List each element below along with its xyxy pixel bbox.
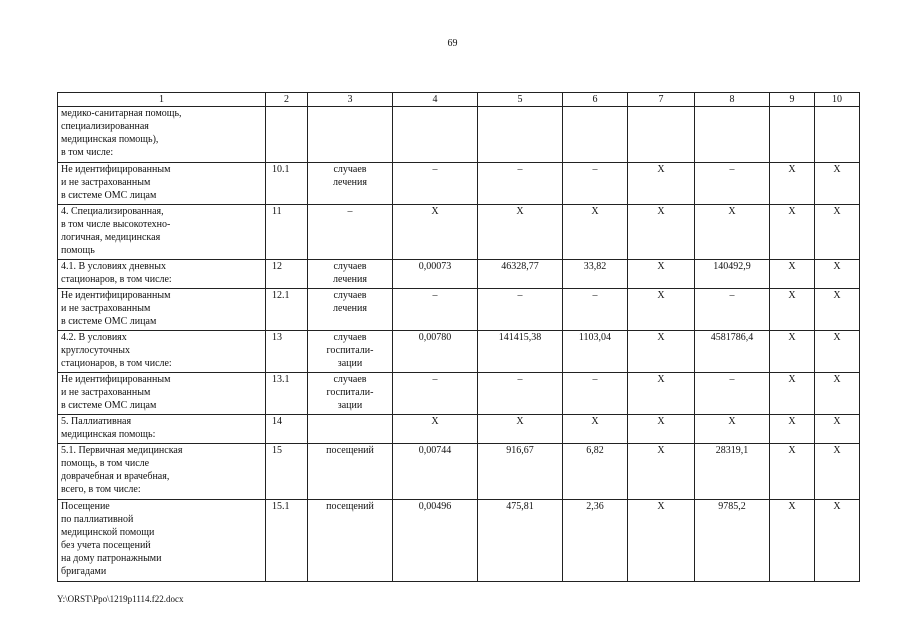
column-header: 5 [478, 93, 563, 107]
table-cell: Х [815, 444, 860, 500]
table-row [58, 331, 860, 373]
row-label: Не идентифицированным и не застрахованным в системе ОМС лицам [58, 289, 266, 331]
table-cell: Х [628, 500, 695, 582]
table-cell: Х [815, 500, 860, 582]
row-unit: случаев госпитали- зации [308, 331, 393, 373]
row-unit [308, 415, 393, 444]
row-unit: случаев лечения [308, 260, 393, 289]
table-cell: Х [770, 205, 815, 260]
column-header: 2 [266, 93, 308, 107]
table-cell: – [393, 163, 478, 205]
table-cell: Х [563, 415, 628, 444]
table-cell: Х [770, 444, 815, 500]
row-unit: случаев лечения [308, 289, 393, 331]
row-code [266, 107, 308, 163]
table-cell: 4581786,4 [695, 331, 770, 373]
table-cell: Х [628, 163, 695, 205]
table-cell: Х [770, 500, 815, 582]
table-cell [770, 107, 815, 163]
table-cell: Х [563, 205, 628, 260]
table-cell [695, 107, 770, 163]
table-cell: Х [815, 373, 860, 415]
table-cell: – [478, 163, 563, 205]
table-cell: 46328,77 [478, 260, 563, 289]
table-cell [393, 107, 478, 163]
table-cell: Х [770, 415, 815, 444]
row-code: 15.1 [266, 500, 308, 582]
table-cell: – [695, 289, 770, 331]
column-header: 8 [695, 93, 770, 107]
table-cell: Х [815, 205, 860, 260]
table-cell: Х [393, 415, 478, 444]
table-cell: – [393, 373, 478, 415]
table-cell: 0,00744 [393, 444, 478, 500]
row-label: 5.1. Первичная медицинская помощь, в том числе доврачебная и врачебная, всего, в том числе: [58, 444, 266, 500]
table-cell: Х [770, 331, 815, 373]
table-cell: Х [770, 373, 815, 415]
table-cell [815, 107, 860, 163]
table-row [58, 500, 860, 582]
table-cell: 1103,04 [563, 331, 628, 373]
row-unit: – [308, 205, 393, 260]
row-code: 11 [266, 205, 308, 260]
table-row [58, 289, 860, 331]
table-cell: 475,81 [478, 500, 563, 582]
table-cell: 28319,1 [695, 444, 770, 500]
table-cell: – [563, 289, 628, 331]
table-cell: Х [815, 289, 860, 331]
row-label: Не идентифицированным и не застрахованным в системе ОМС лицам [58, 373, 266, 415]
table-cell: Х [815, 260, 860, 289]
row-unit [308, 107, 393, 163]
row-unit: посещений [308, 444, 393, 500]
column-header: 1 [58, 93, 266, 107]
table-cell: 0,00780 [393, 331, 478, 373]
table-cell: – [563, 373, 628, 415]
row-code: 14 [266, 415, 308, 444]
table-cell: 141415,38 [478, 331, 563, 373]
column-header: 3 [308, 93, 393, 107]
table-cell: Х [478, 415, 563, 444]
table-cell: Х [478, 205, 563, 260]
table-cell: Х [695, 205, 770, 260]
table-row [58, 260, 860, 289]
row-unit: случаев лечения [308, 163, 393, 205]
table-cell: Х [815, 415, 860, 444]
row-code: 12 [266, 260, 308, 289]
table-header-row [58, 93, 860, 107]
document-file-path: Y:\ORST\Ppo\1219p1114.f22.docx [57, 594, 184, 604]
row-unit: случаев госпитали- зации [308, 373, 393, 415]
table-row [58, 107, 860, 163]
table-cell: Х [770, 289, 815, 331]
page-number: 69 [447, 38, 458, 49]
row-code: 13 [266, 331, 308, 373]
table-cell: 0,00073 [393, 260, 478, 289]
row-label: медико-санитарная помощь, специализированная медицинская помощь), в том числе: [58, 107, 266, 163]
table-cell: Х [815, 331, 860, 373]
table-row [58, 205, 860, 260]
table-cell: – [478, 373, 563, 415]
table-cell: 2,36 [563, 500, 628, 582]
column-header: 4 [393, 93, 478, 107]
table-cell: Х [815, 163, 860, 205]
row-label: 4.1. В условиях дневных стационаров, в том числе: [58, 260, 266, 289]
table-cell: 9785,2 [695, 500, 770, 582]
table-cell: Х [628, 444, 695, 500]
table-cell: Х [628, 415, 695, 444]
table-cell: – [478, 289, 563, 331]
table-cell: Х [628, 205, 695, 260]
data-table [57, 92, 860, 582]
row-code: 15 [266, 444, 308, 500]
row-code: 12.1 [266, 289, 308, 331]
table-cell: 6,82 [563, 444, 628, 500]
row-label: 4. Специализированная, в том числе высокотехно- логичная, медицинская помощь [58, 205, 266, 260]
table-row [58, 415, 860, 444]
table-row [58, 163, 860, 205]
table-cell: Х [770, 260, 815, 289]
table-cell: – [563, 163, 628, 205]
table-cell: 140492,9 [695, 260, 770, 289]
table-cell [563, 107, 628, 163]
table-cell: Х [628, 260, 695, 289]
row-code: 10.1 [266, 163, 308, 205]
row-label: Не идентифицированным и не застрахованным в системе ОМС лицам [58, 163, 266, 205]
table-cell: Х [628, 331, 695, 373]
table-cell: – [695, 163, 770, 205]
table-cell: Х [770, 163, 815, 205]
column-header: 6 [563, 93, 628, 107]
row-label: 5. Паллиативная медицинская помощь: [58, 415, 266, 444]
table-cell: 33,82 [563, 260, 628, 289]
table-cell: Х [628, 373, 695, 415]
row-label: 4.2. В условиях круглосуточных стационаров, в том числе: [58, 331, 266, 373]
column-header: 10 [815, 93, 860, 107]
table-cell: 916,67 [478, 444, 563, 500]
column-header: 7 [628, 93, 695, 107]
table-cell: Х [393, 205, 478, 260]
table-cell: 0,00496 [393, 500, 478, 582]
table-row [58, 373, 860, 415]
table-cell [478, 107, 563, 163]
row-label: Посещение по паллиативной медицинской помощи без учета посещений на дому патронажными бригадами [58, 500, 266, 582]
table-row [58, 444, 860, 500]
table-cell: – [393, 289, 478, 331]
column-header: 9 [770, 93, 815, 107]
row-unit: посещений [308, 500, 393, 582]
table-cell: Х [628, 289, 695, 331]
row-code: 13.1 [266, 373, 308, 415]
table-cell [628, 107, 695, 163]
table-cell: Х [695, 415, 770, 444]
table-cell: – [695, 373, 770, 415]
